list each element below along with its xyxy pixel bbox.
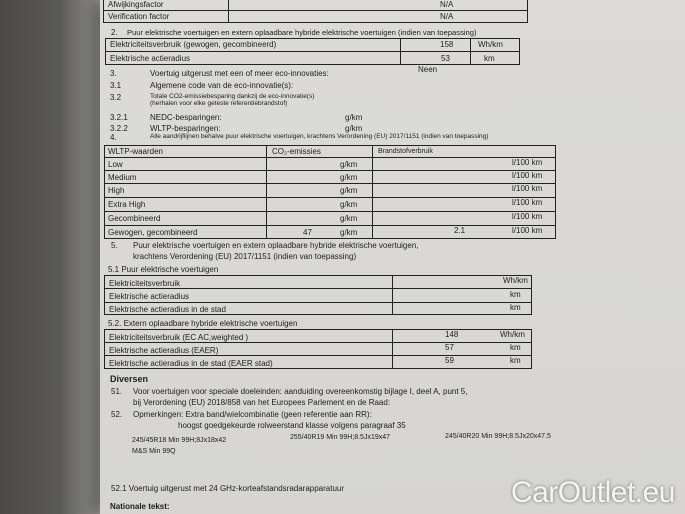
wltp-row-co2-unit: g/km xyxy=(340,173,358,182)
s3-text-3: Totale CO2-emissiebesparing dankzij de eco-innovatie(s) xyxy=(150,93,315,100)
s2-row-value-1: 158 xyxy=(440,40,454,49)
s2-row-label-1: Elektriciteitsverbruik (gewogen, gecombineerd) xyxy=(110,40,277,49)
wltp-header-co2: CO₂-emissies xyxy=(272,147,321,156)
s3-num-2: 3.1 xyxy=(110,81,122,90)
phev-row-label: Elektrische actieradius (EAER) xyxy=(109,346,219,355)
tyre-1: 245/45R18 Min 99H;8Jx18x42 xyxy=(132,437,227,444)
tyre-2: 255/40R19 Min 99H;8.5Jx19x47 xyxy=(290,434,391,441)
wltp-row-label: Gecombineerd xyxy=(108,214,161,223)
ev-row-label: Elektrische actieradius in de stad xyxy=(109,305,226,314)
wltp-row-fuel-unit: l/100 km xyxy=(512,198,543,207)
wltp-row-co2-value: 47 xyxy=(303,228,312,237)
wltp-row-fuel-unit: l/100 km xyxy=(512,226,543,235)
wltp-row-label: High xyxy=(108,186,125,195)
section2-title: Puur elektrische voertuigen en extern oplaadbare hybride elektrische voertuigen (indien van toepassing) xyxy=(127,28,477,37)
phev-row-value: 59 xyxy=(445,356,454,365)
top-row-label-2: Verification factor xyxy=(108,12,170,21)
section5-line1: Puur elektrische voertuigen en extern oplaadbare hybride elektrische voertuigen, xyxy=(133,241,419,250)
s2-row-unit-1: Wh/km xyxy=(478,40,503,49)
section5-line2: krachtens Verordening (EU) 2017/1151 (indien van toepassing) xyxy=(133,252,357,261)
wltp-row-label: Gewogen, gecombineerd xyxy=(108,228,198,237)
wltp-row-co2-unit: g/km xyxy=(340,200,358,209)
section5-number: 5. xyxy=(111,241,118,250)
ev-row-label: Elektrische actieradius xyxy=(109,292,190,301)
phev-row-unit: Wh/km xyxy=(500,330,525,339)
wltp-row-fuel-unit: l/100 km xyxy=(512,212,543,221)
top-row-label-1: Afwijkingsfactor xyxy=(108,0,164,9)
s3-text-7: Alle aandrijflijnen behalve puur elektrische voertuigen, krachtens Verordening (EU) 2017/1151 (indien van toepassing) xyxy=(150,133,489,140)
neen-label: Neen xyxy=(418,65,438,74)
ev-row-label: Elektriciteitsverbruik xyxy=(109,279,181,288)
phev-row-label: Elektrische actieradius in de stad (EAER stad) xyxy=(109,359,273,368)
ev-row-unit: km xyxy=(510,303,521,312)
wltp-row-co2-unit: g/km xyxy=(340,186,358,195)
wltp-row-label: Extra High xyxy=(108,200,146,209)
tyre-3: 245/40R20 Min 99H;8.5Jx20x47.5 xyxy=(445,433,551,440)
s3-num-6: 3.2.2 xyxy=(110,124,128,133)
caroutlet-watermark: CarOutlet.eu xyxy=(510,476,675,509)
wltp-row-label: Low xyxy=(108,160,123,169)
item52-line1: Opmerkingen: Extra band/wielcombinatie (geen referentie aan RR): xyxy=(133,410,372,419)
s3-num-7: 4. xyxy=(110,133,117,142)
section5-1-title: 5.1 Puur elektrische voertuigen xyxy=(108,265,219,274)
item52-number: 52. xyxy=(111,410,123,419)
section5-2-title: 5.2. Extern oplaadbare hybride elektrische voertuigen xyxy=(108,319,298,328)
wltp-row-fuel-value: 2.1 xyxy=(454,226,466,235)
wltp-row-co2-unit: g/km xyxy=(340,160,358,169)
s3-text-1: Voertuig uitgerust met een of meer eco-innovaties: xyxy=(150,69,329,78)
phev-row-unit: km xyxy=(510,343,521,352)
wltp-row-co2-unit: g/km xyxy=(340,214,358,223)
top-row-value-1: N/A xyxy=(440,0,454,9)
tyre-extra: M&S Min 99Q xyxy=(132,448,176,455)
item51-line1: Voor voertuigen voor speciale doeleinden: aanduiding overeenkomstig bijlage I, deel A, punt 5, xyxy=(133,387,468,396)
wltp-row-fuel-unit: l/100 km xyxy=(512,171,543,180)
s3-num-5: 3.2.1 xyxy=(110,113,128,122)
s2-row-unit-2: km xyxy=(484,54,495,63)
s2-row-label-2: Elektrische actieradius xyxy=(110,54,191,63)
item51-line2: bij Verordening (EU) 2018/858 van het Europees Parlement en de Raad: xyxy=(133,398,391,407)
phev-row-value: 148 xyxy=(445,330,459,339)
s3-text-4: (herhalen voor elke geteste referentiebrandstof) xyxy=(150,100,288,107)
item51-number: 51. xyxy=(111,387,123,396)
phev-row-unit: km xyxy=(510,356,521,365)
s3-text-2: Algemene code van de eco-innovatie(s): xyxy=(150,81,294,90)
s2-row-value-2: 53 xyxy=(441,54,450,63)
s3-text-5: NEDC-besparingen: xyxy=(150,113,222,122)
phev-row-value: 57 xyxy=(445,343,454,352)
wltp-row-fuel-unit: l/100 km xyxy=(512,158,543,167)
item521: 52.1 Voertuig uitgerust met 24 GHz-korteafstandsradarapparatuur xyxy=(111,484,345,493)
wltp-header-fuel: Brandstofverbruik xyxy=(378,148,433,155)
s3-text-6: WLTP-besparingen: xyxy=(150,124,221,133)
item52-line2: hoogst goedgekeurde rolweerstand klasse volgens paragraaf 35 xyxy=(178,421,406,430)
section2-number: 2. xyxy=(111,28,118,37)
wltp-row-co2-unit: g/km xyxy=(340,228,358,237)
wltp-row-fuel-unit: l/100 km xyxy=(512,184,543,193)
phev-row-label: Elektriciteitsverbruik (EC AC,weighted ) xyxy=(109,333,249,342)
s3-num-3: 3.2 xyxy=(110,93,122,102)
nationale-tekst: Nationale tekst: xyxy=(110,502,170,511)
s3-num-1: 3. xyxy=(110,69,117,78)
ev-row-unit: km xyxy=(510,290,521,299)
wltp-row-label: Medium xyxy=(108,173,137,182)
wltp-header-label: WLTP-waarden xyxy=(108,147,163,156)
diversen-title: Diversen xyxy=(110,374,149,384)
top-row-value-2: N/A xyxy=(440,12,454,21)
ev-row-unit: Wh/km xyxy=(503,276,528,285)
s3-unit-5: g/km xyxy=(345,113,363,122)
s3-unit-6: g/km xyxy=(345,124,363,133)
